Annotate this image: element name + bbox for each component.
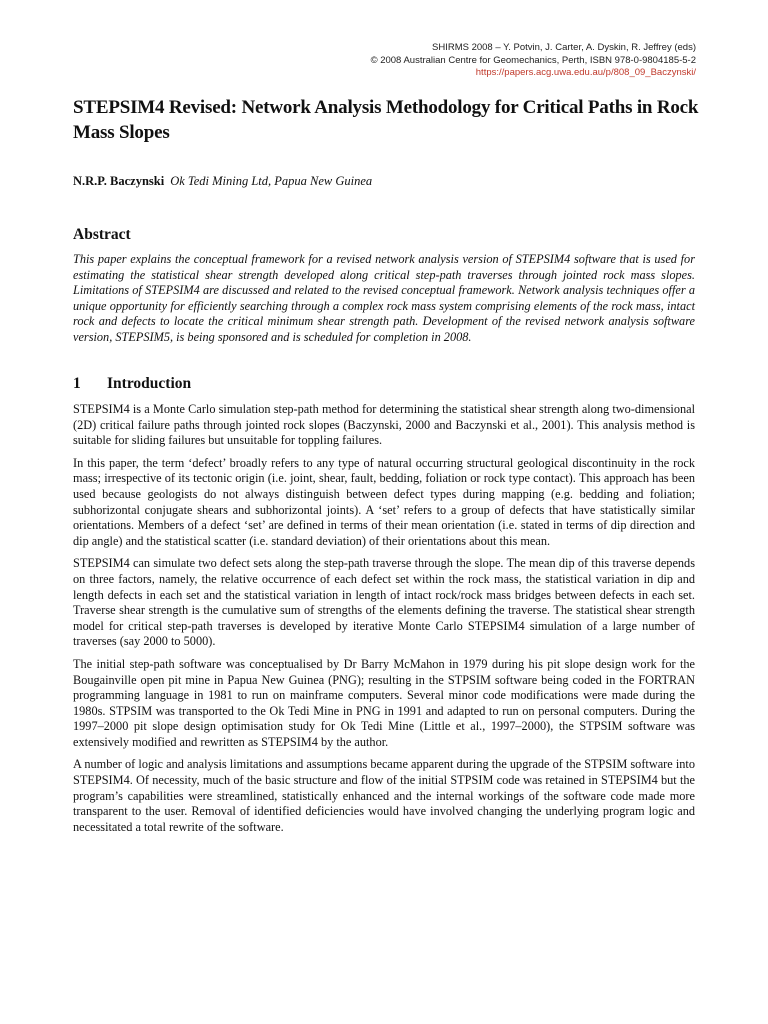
section-number: 1 xyxy=(73,375,81,392)
copyright-line: © 2008 Australian Centre for Geomechanics, Perth, ISBN 978-0-9804185-5-2 xyxy=(370,54,696,66)
author-affiliation: Ok Tedi Mining Ltd, Papua New Guinea xyxy=(170,174,373,188)
paper-title: STEPSIM4 Revised: Network Analysis Methodology for Critical Paths in Rock Mass Slopes xyxy=(73,97,699,143)
intro-paragraph-4: The initial step-path software was conceptualised by Dr Barry McMahon in 1979 during his pit slope design work for the Bougainville open pit mine in Papua New Guinea (PNG); resulting in the STPSIM software being coded in the FORTRAN programming language in 1981 to run on mainframe computers. Several minor code modifications were made during the 1980s. STPSIM was transported to the Ok Tedi Mine in PNG in 1991 and adapted to run on personal computers. During the 1997–2000 pit slope design optimisation study for Ok Tedi Mine (Little et al., 1997–2000), the STPSIM software was extensively modified and rewritten as STEPSIM4 by the author. xyxy=(73,656,695,749)
introduction-body xyxy=(73,402,695,842)
section-title: Introduction xyxy=(107,375,192,392)
abstract-heading: Abstract xyxy=(73,226,131,243)
intro-paragraph-5: A number of logic and analysis limitations and assumptions became apparent during the upgrade of the STPSIM software into STEPSIM4. Of necessity, much of the basic structure and flow of the initial STPSIM code was retained in STEPSIM4 but the program’s capabilities were streamlined, statistically enhanced and the internal workings of the software code made more transparent to the user. Removal of identified deficiencies would have involved changing the underlying program logic and necessitated a total rewrite of the software. xyxy=(73,757,695,834)
paper-url-link[interactable]: https://papers.acg.uwa.edu.au/p/808_09_Baczynski/ xyxy=(475,67,696,78)
author-name: N.R.P. Baczynski xyxy=(73,174,165,188)
author-line xyxy=(73,173,372,189)
abstract-text: This paper explains the conceptual framework for a revised network analysis version of STEPSIM4 software that is used for estimating the statistical shear strength developed along critical step-path traverses through jointed rock mass slopes. Limitations of STEPSIM4 are discussed and related to the revised conceptual framework. Network analysis techniques offer a unique opportunity for efficiently searching through a complex rock mass system comprising elements of the rock mass, intact rock and defects to locate the critical minimum shear strength path. Development of the revised network analysis software version, STEPSIM5, is being sponsored and is scheduled for completion in 2008. xyxy=(73,252,695,344)
introduction-heading xyxy=(73,375,191,393)
proceedings-line: SHIRMS 2008 – Y. Potvin, J. Carter, A. Dyskin, R. Jeffrey (eds) xyxy=(432,42,696,53)
intro-paragraph-1: STEPSIM4 is a Monte Carlo simulation step-path method for determining the statistical shear strength along two-dimensional (2D) critical failure paths through jointed rock slopes (Baczynski, 2000 and Baczynski et al., 2001). This analysis method is suitable for sliding failures but unsuitable for toppling failures. xyxy=(73,402,695,448)
intro-paragraph-3: STEPSIM4 can simulate two defect sets along the step-path traverse through the slope. The mean dip of this traverse depends on three factors, namely, the relative occurrence of each defect set within the rock mass, the statistical variation in dip and length defects in each set and the statistical variation in length of intact rock/rock mass bridges between defects in each set. Traverse shear strength is the cumulative sum of strengths of the elements defining the traverse. The statistical shear strength model for critical step-path traverses is developed by iterative Monte Carlo STEPSIM4 simulation of a large number of traverses (say 2000 to 5000). xyxy=(73,556,695,649)
intro-paragraph-2: In this paper, the term ‘defect’ broadly refers to any type of natural occurring structural geological discontinuity in the rock mass; irrespective of its tectonic origin (i.e. joint, shear, fault, bedding, foliation or rock type contact). This approach has been used because geologists do not always distinguish between defect types during mapping (e.g. bedding and foliation; subhorizontal conjugate shears and subhorizontal joints). A ‘set’ refers to a group of defects that have statistically similar orientations. Members of a defect ‘set’ are defined in terms of their mean orientation (i.e. stated in terms of dip direction and dip angle) and the statistical scatter (i.e. standard deviation) of their orientations about this mean. xyxy=(73,455,695,548)
conference-header xyxy=(371,42,696,80)
